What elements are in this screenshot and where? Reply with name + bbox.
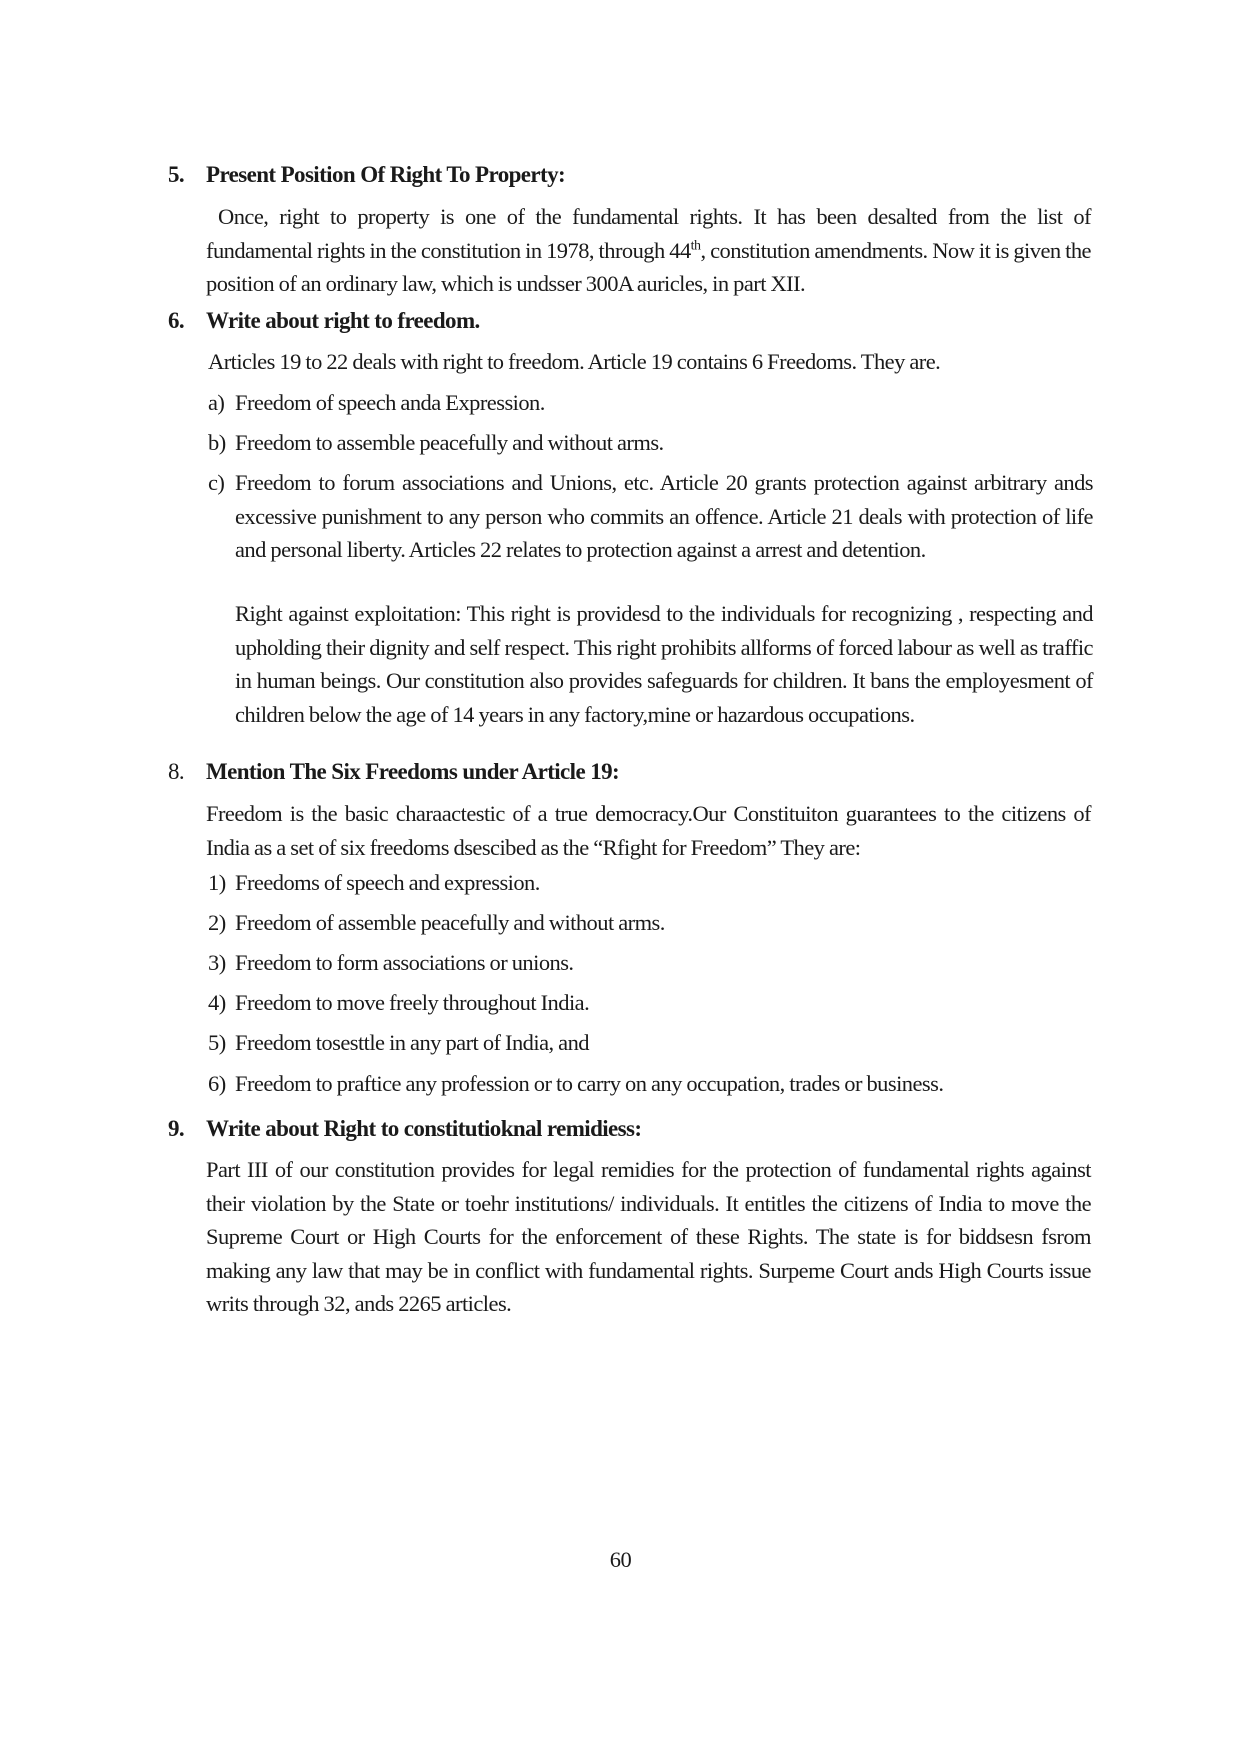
question-title: Present Position Of Right To Property:	[206, 162, 566, 187]
list-item	[208, 946, 1098, 980]
list-item-text: Freedom to forum associations and Unions, etc. Article 20 grants protection against arbitrary ands excessive punishment to any person who commits an offence. Article 21 deals with protection of life and personal liberty. Articles 22 relates to protection against a arrest and detention.	[235, 470, 1093, 562]
list-item	[208, 1026, 1098, 1060]
question-title: Mention The Six Freedoms under Article 19:	[206, 759, 620, 784]
list-item-label: 4)	[208, 990, 226, 1015]
list-item	[208, 866, 1098, 900]
list-item	[208, 386, 1098, 420]
list-item-text: Freedom to praftice any profession or to carry on any occupation, trades or business.	[235, 1071, 944, 1096]
superscript: th	[690, 238, 701, 253]
question-heading-6	[168, 306, 1098, 336]
question-heading-9	[168, 1114, 1098, 1144]
list-item-text: Freedom of speech anda Expression.	[235, 390, 545, 415]
list-item-label: 5)	[208, 1030, 226, 1055]
question-title: Write about Right to constitutioknal remidiess:	[206, 1116, 642, 1141]
list-item-label: 2)	[208, 910, 226, 935]
list-item	[208, 986, 1098, 1020]
list-item	[208, 466, 1093, 567]
list-item-text: Freedom tosesttle in any part of India, and	[235, 1030, 589, 1055]
list-item	[208, 906, 1098, 940]
list-item-label: 3)	[208, 950, 226, 975]
exploitation-paragraph: Right against exploitation: This right is providesd to the individuals for recognizing , respecting and upholding their dignity and self respect. This right prohibits allforms of forced labour as well as traffic in human beings. Our constitution also provides safeguards for children. It bans the employesment of children below the age of 14 years in any factory,mine or hazardous occupations.	[235, 601, 1093, 727]
page-number: 60	[609, 1547, 632, 1572]
question-heading-8	[168, 757, 1098, 787]
list-item	[208, 1067, 1098, 1101]
question-number: 5.	[168, 162, 185, 187]
list-item-label: c)	[208, 470, 225, 495]
answer-intro: Articles 19 to 22 deals with right to freedom. Article 19 contains 6 Freedoms. They are.	[208, 349, 941, 374]
list-item-text: Freedom to move freely throughout India.	[235, 990, 590, 1015]
question-heading-5	[168, 160, 1098, 190]
list-item-text: Freedom to assemble peacefully and without arms.	[235, 430, 664, 455]
list-item-text: Freedoms of speech and expression.	[235, 870, 540, 895]
answer-intro: Freedom is the basic charaactestic of a true democracy.Our Constituiton guarantees to the citizens of India as a set of six freedoms dsescibed as the “Rfight for Freedom” They are:	[206, 801, 1091, 860]
list-item	[208, 426, 1098, 460]
question-number: 8.	[168, 759, 185, 784]
list-item-label: b)	[208, 430, 226, 455]
answer-paragraph: Part III of our constitution provides for legal remidies for the protection of fundamental rights against their violation by the State or toehr institutions/ individuals. It entitles the citizens of India to move the Supreme Court or High Courts for the enforcement of these Rights. The state is for biddsesn fsrom making any law that may be in conflict with fundamental rights. Surpeme Court ands High Courts issue writs through 32, ands 2265 articles.	[206, 1157, 1091, 1316]
list-item-label: 1)	[208, 870, 226, 895]
answer-paragraph: Once, right to property is one of the fundamental rights. It has been desalted from the list of fundamental rights in the constitution in 1978, through 44th, constitution amendments. Now it is given the position of an ordinary law, which is undsser 300A auricles, in part XII.	[206, 204, 1091, 296]
list-item-label: 6)	[208, 1071, 226, 1096]
question-number: 6.	[168, 308, 185, 333]
list-item-label: a)	[208, 390, 225, 415]
list-item-text: Freedom to form associations or unions.	[235, 950, 574, 975]
question-number: 9.	[168, 1116, 185, 1141]
list-item-text: Freedom of assemble peacefully and without arms.	[235, 910, 665, 935]
question-title: Write about right to freedom.	[206, 308, 480, 333]
